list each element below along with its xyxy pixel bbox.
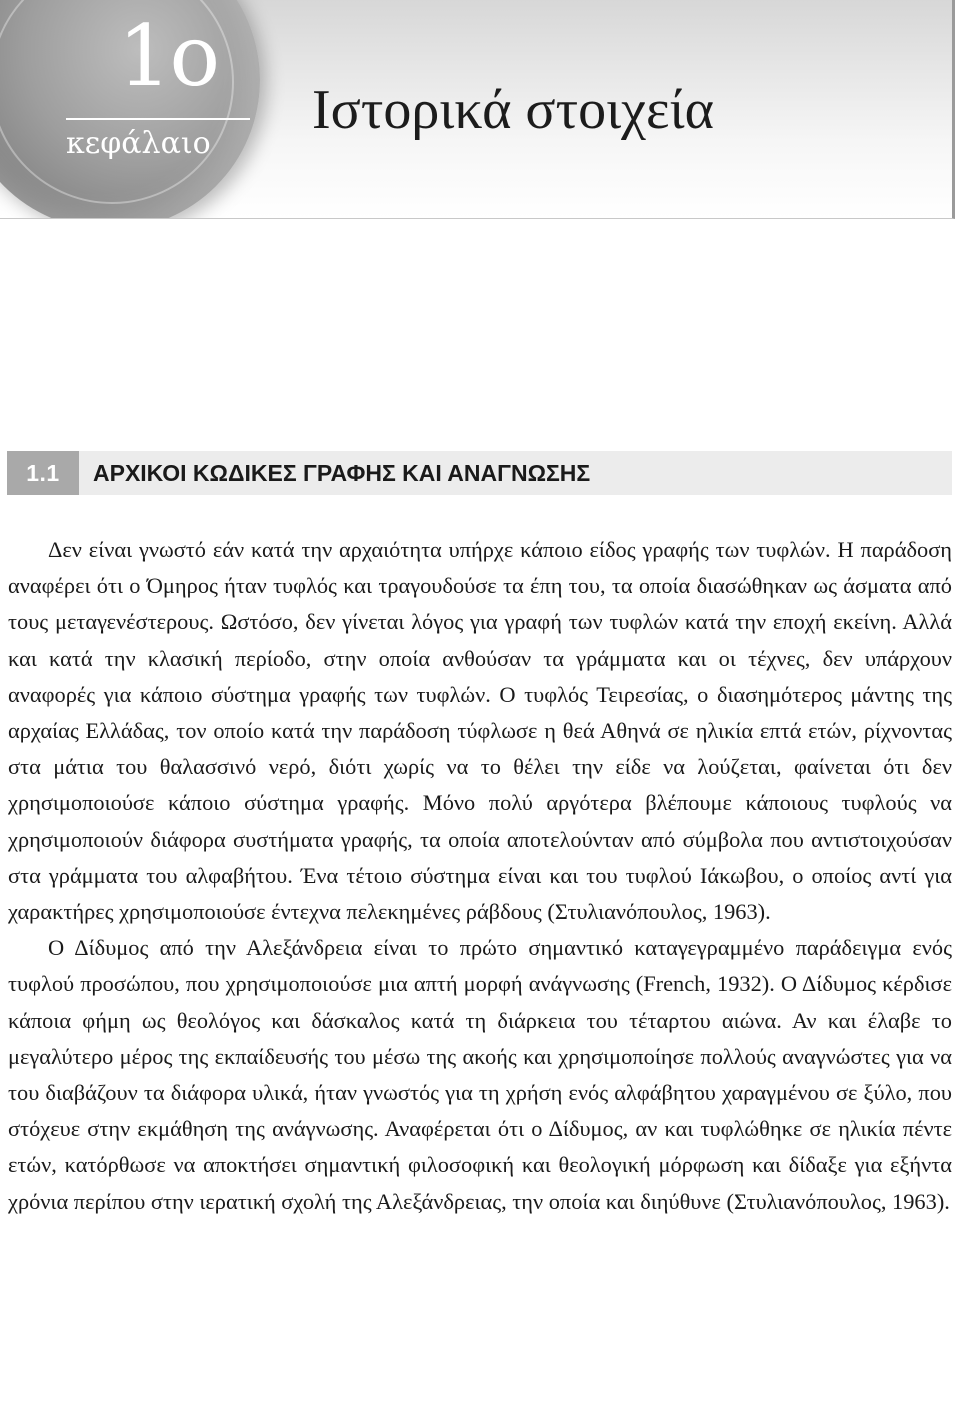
paragraph-2: Ο Δίδυμος από την Αλεξάνδρεια είναι το πρώτο σημαντικό καταγεγραμμένο παράδειγμα ενός τυφλού προσώπου, που χρησιμοποιούσε μια απτή μορφή ανάγνωσης (French, 1932). Ο Δίδυμος κέρδισε κάποια φήμη ως θεολόγος και δάσκαλος κατά τη διάρκεια του τέταρτου αιώνα. Αν και έλαβε το μεγαλύτερο μέρος της εκπαίδευσής του μέσω της ακοής και χρησιμοποίησε πολλούς αναγνώστες για να του διαβάζουν τα διάφορα υλικά, ήταν γνωστός για τη χρήση ενός αλφάβητου χαραγμένου σε ξύλο, που στόχευε στην εκμάθηση της ανάγνωσης. Αναφέρεται ότι ο Δίδυμος, αν και τυφλώθηκε σε ηλικία πέντε ετών, κατόρθωσε να αποκτήσει σημαντική φιλοσοφική και θεολογική μόρφωση και δίδαξε για εξήντα χρόνια περίπου στην ιερατική σχολή της Αλεξάνδρειας, την οποία και διηύθυνε (Στυλιανόπουλος, 1963). bbox=[8, 935, 952, 1214]
badge-divider bbox=[66, 118, 250, 120]
section-number: 1.1 bbox=[7, 451, 79, 495]
body-text bbox=[8, 532, 952, 1220]
chapter-header bbox=[0, 0, 955, 219]
chapter-label: κεφάλαιο bbox=[66, 126, 211, 161]
chapter-number: 1ο bbox=[118, 7, 219, 105]
section-heading bbox=[7, 451, 952, 495]
chapter-title: Ιστορικά στοιχεία bbox=[312, 79, 714, 141]
section-title: ΑΡΧΙΚΟΙ ΚΩΔΙΚΕΣ ΓΡΑΦΗΣ ΚΑΙ ΑΝΑΓΝΩΣΗΣ bbox=[93, 460, 591, 486]
paragraph-1: Δεν είναι γνωστό εάν κατά την αρχαιότητα υπήρχε κάποιο είδος γραφής των τυφλών. Η παράδοση αναφέρει ότι ο Όμηρος ήταν τυφλός και τραγουδούσε τα έπη του, τα οποία διασώθηκαν ως άσματα από τους μεταγενέστερους. Ωστόσο, δεν γίνεται λόγος για γραφή των τυφλών κατά την εποχή εκείνη. Αλλά και κατά την κλασική περίοδο, στην οποία ανθούσαν τα γράμματα και οι τέχνες, δεν υπάρχουν αναφορές για κάποιο σύστημα γραφής των τυφλών. Ο τυφλός Τειρεσίας, ο διασημότερος μάντης της αρχαίας Ελλάδας, τον οποίο κατά την παράδοση τύφλωσε η θεά Αθηνά σε ηλικία επτά ετών, ρίχνοντας στα μάτια του θαλασσινό νερό, διότι χωρίς να το θέλει την είδε να λούζεται, φαίνεται ότι δεν χρησιμοποιούσε κάποιο σύστημα γραφής. Μόνο πολύ αργότερα βλέπουμε κάποιους τυφλούς να χρησιμοποιούν διάφορα συστήματα γραφής, τα οποία αποτελούνταν από σύμβολα που αντιστοιχούσαν στα γράμματα του αλφαβήτου. Ένα τέτοιο σύστημα είναι και του τυφλού Ιάκωβου, ο οποίος αντί για χαρακτήρες χρησιμοποιούσε έντεχνα πελεκημένες ράβδους (Στυλιανόπουλος, 1963). bbox=[8, 537, 952, 925]
